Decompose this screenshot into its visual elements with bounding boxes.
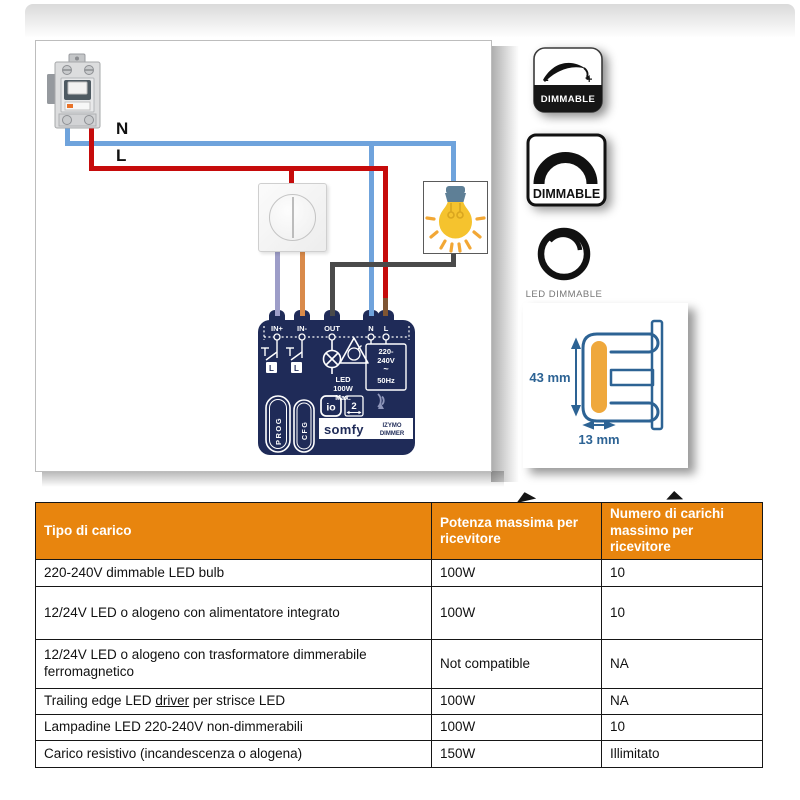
cell-max-power: Not compatible (432, 640, 602, 689)
svg-text:N: N (368, 324, 374, 333)
svg-text:DIMMABLE: DIMMABLE (532, 187, 601, 201)
width-dimension-label: 13 mm (578, 432, 620, 447)
switch-divider (292, 197, 294, 238)
diagram-box-shadow-bottom (42, 471, 504, 487)
scan-shading-top (25, 4, 795, 38)
svg-text:~: ~ (383, 364, 389, 374)
cell-load-type: Trailing edge LED driver per strisce LED (36, 689, 432, 715)
switch-wire-in-minus (300, 249, 305, 316)
svg-text:io: io (326, 401, 336, 414)
somfy-logo: somfy (324, 422, 364, 437)
cell-load-type: Lampadine LED 220-240V non-dimmerabili (36, 715, 432, 741)
module-dimensions-sketch (523, 303, 688, 468)
svg-text:DIMMER: DIMMER (379, 431, 405, 437)
svg-text:OUT: OUT (324, 324, 340, 333)
led-dimmable-icon (536, 226, 592, 282)
load-table-body (36, 560, 763, 768)
load-compatibility-table (35, 502, 763, 768)
svg-text:+: + (586, 74, 593, 86)
table-row (36, 689, 763, 715)
svg-text:2: 2 (351, 401, 357, 412)
height-dimension-label: 43 mm (529, 370, 571, 385)
header-max-loads: Numero di carichi massimo per ricevitore (602, 503, 763, 560)
model-name: IZYMO (382, 423, 402, 429)
cell-max-power: 100W (432, 587, 602, 640)
lamp-box (423, 181, 488, 254)
line-wire-to-module (383, 166, 388, 298)
dimmable-dial-icon (533, 47, 603, 113)
diagram-box-shadow-right (491, 46, 519, 482)
cell-load-type: 220-240V dimmable LED bulb (36, 560, 432, 587)
neutral-label: N (116, 119, 129, 138)
svg-text:CFG: CFG (302, 420, 309, 440)
cell-max-loads: 10 (602, 715, 763, 741)
line-wire-horizontal (89, 166, 388, 171)
svg-text:IN-: IN- (297, 324, 307, 333)
line-wire-module-stub (383, 298, 388, 316)
svg-text:220-: 220- (378, 347, 394, 356)
cell-max-loads: Illimitato (602, 741, 763, 768)
table-row (36, 715, 763, 741)
dimmable-arc-icon (526, 133, 607, 207)
svg-text:PROG: PROG (274, 416, 283, 445)
cell-max-loads: 10 (602, 587, 763, 640)
svg-text:L: L (269, 364, 274, 373)
table-header-row (36, 503, 763, 560)
header-load-type: Tipo di carico (36, 503, 432, 560)
wall-switch (258, 183, 327, 252)
switch-wire-in-plus (275, 249, 280, 316)
cell-load-type: 12/24V LED o alogeno con trasformatore dimmerabile ferromagnetico (36, 640, 432, 689)
table-row (36, 741, 763, 768)
cell-max-power: 100W (432, 715, 602, 741)
svg-text:100W: 100W (333, 384, 353, 393)
cell-max-loads: NA (602, 640, 763, 689)
led-dimmable-label: LED DIMMABLE (525, 289, 603, 300)
svg-text:IN+: IN+ (271, 324, 283, 333)
svg-text:-: - (545, 74, 549, 86)
circuit-breaker-icon (45, 50, 110, 135)
cell-load-type: Carico resistivo (incandescenza o alogena) (36, 741, 432, 768)
svg-text:DIMMABLE: DIMMABLE (540, 94, 596, 105)
cell-max-loads: 10 (602, 560, 763, 587)
table-row (36, 587, 763, 640)
svg-text:L: L (383, 324, 389, 333)
izymo-dimmer-module (258, 310, 415, 455)
line-label: L (116, 146, 127, 165)
light-bulb-icon (424, 182, 487, 253)
svg-text:Max.: Max. (335, 395, 351, 402)
svg-text:L: L (294, 364, 299, 373)
switch-dial (269, 194, 316, 241)
cell-max-power: 100W (432, 689, 602, 715)
svg-text:50Hz: 50Hz (377, 376, 395, 385)
cell-load-type: 12/24V LED o alogeno con alimentatore integrato (36, 587, 432, 640)
arrow-mark (666, 490, 684, 500)
out-wire-horizontal (330, 262, 456, 267)
cell-max-loads: NA (602, 689, 763, 715)
svg-text:LED: LED (335, 375, 351, 384)
cell-max-power: 150W (432, 741, 602, 768)
table-row (36, 560, 763, 587)
cell-max-power: 100W (432, 560, 602, 587)
out-wire-vertical (330, 262, 335, 316)
svg-text:240V: 240V (377, 356, 395, 365)
header-max-power: Potenza massima per ricevitore (432, 503, 602, 560)
table-row (36, 640, 763, 689)
